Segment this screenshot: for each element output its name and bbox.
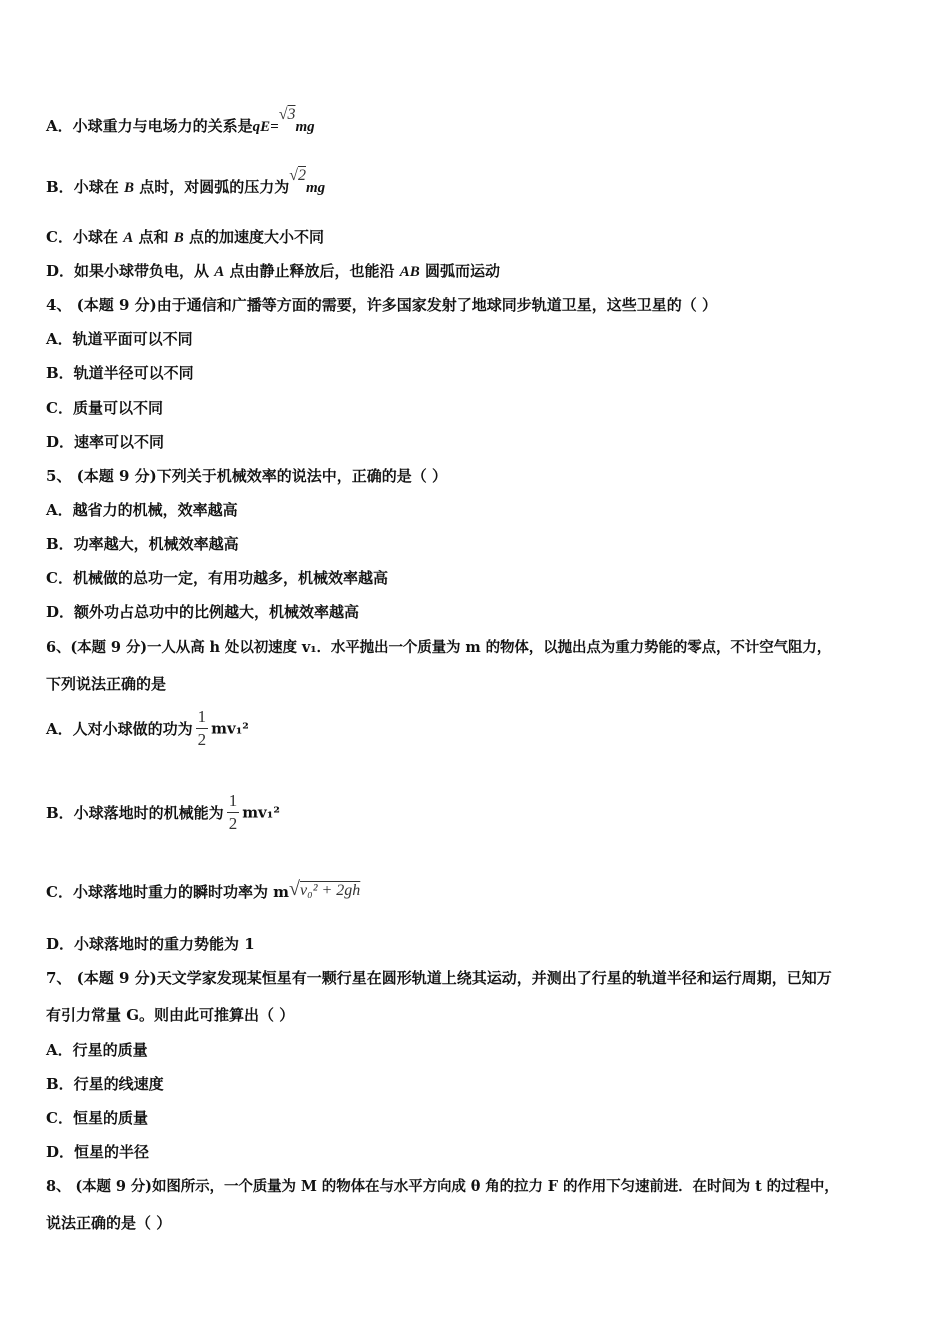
q4-option-d: D．速率可以不同 xyxy=(46,433,165,451)
q7-stem-line2: 有引力常量 G。则由此可推算出（ ） xyxy=(46,1006,295,1024)
fraction-half: $\frac{1}{2}$ xyxy=(197,707,207,749)
q6-option-a: A．人对小球做的功为 $\frac{1}{2}$ mv₁² xyxy=(46,707,249,749)
q6-stem-line2: 下列说法正确的是 xyxy=(46,675,167,693)
q5-stem: 5、 (本题 9 分)下列关于机械效率的说法中，正确的是（ ） xyxy=(46,467,447,485)
q4-option-c: C．质量可以不同 xyxy=(46,399,163,417)
q5-option-d: D．额外功占总功中的比例越大，机械效率越高 xyxy=(46,603,360,621)
q3-option-d: D．如果小球带负电，从 A 点由静止释放后，也能沿 AB 圆弧而运动 xyxy=(46,262,501,280)
q8-stem-line1: 8、 (本题 9 分)如图所示，一个质量为 M 的物体在与水平方向成 θ 角的拉力 F 的作用下匀速前进．在时间为 t 的过程中， xyxy=(46,1178,839,1195)
q5-option-b: B．功率越大，机械效率越高 xyxy=(46,535,239,553)
q6-option-c: C．小球落地时重力的瞬时功率为 m√v₀² + 2gh xyxy=(46,878,361,901)
q6-option-b: B．小球落地时的机械能为 $\frac{1}{2}$ mv₁² xyxy=(46,791,280,833)
q6-option-d: D．小球落地时的重力势能为 1 xyxy=(46,935,255,953)
q4-stem: 4、 (本题 9 分)由于通信和广播等方面的需要，许多国家发射了地球同步轨道卫星，这些卫星的（ ） xyxy=(46,296,717,314)
q8-stem-line2: 说法正确的是（ ） xyxy=(46,1214,172,1232)
q5-option-c: C．机械做的总功一定，有用功越多，机械效率越高 xyxy=(46,569,388,587)
sqrt-expression: √2 xyxy=(289,167,306,184)
q5-option-a: A．越省力的机械，效率越高 xyxy=(46,501,238,519)
q7-option-c: C．恒星的质量 xyxy=(46,1109,148,1127)
sqrt-expression: √3 xyxy=(278,106,296,123)
fraction-half: $\frac{1}{2}$ xyxy=(228,791,238,833)
q7-option-a: A．行星的质量 xyxy=(46,1041,148,1059)
q4-option-b: B．轨道半径可以不同 xyxy=(46,364,194,382)
q6-stem-line1: 6、(本题 9 分)一人从高 h 处以初速度 v₁．水平抛出一个质量为 m 的物体，以抛出点为重力势能的零点，不计空气阻力， xyxy=(46,639,832,656)
q7-option-d: D．恒星的半径 xyxy=(46,1143,150,1161)
q3-option-b: B．小球在 B 点时，对圆弧的压力为√2mg xyxy=(46,167,326,196)
q7-stem-line1: 7、 (本题 9 分)天文学家发现某恒星有一颗行星在圆形轨道上绕其运动，并测出了行星的轨道半径和运行周期，已知万 xyxy=(46,969,832,987)
sqrt-expression: √v₀² + 2gh xyxy=(289,878,361,900)
q7-option-b: B．行星的线速度 xyxy=(46,1075,164,1093)
q3-option-a: A．小球重力与电场力的关系是qE=√3mg xyxy=(46,106,315,135)
q4-option-a: A．轨道平面可以不同 xyxy=(46,330,193,348)
q3-option-c: C．小球在 A 点和 B 点的加速度大小不同 xyxy=(46,228,324,246)
